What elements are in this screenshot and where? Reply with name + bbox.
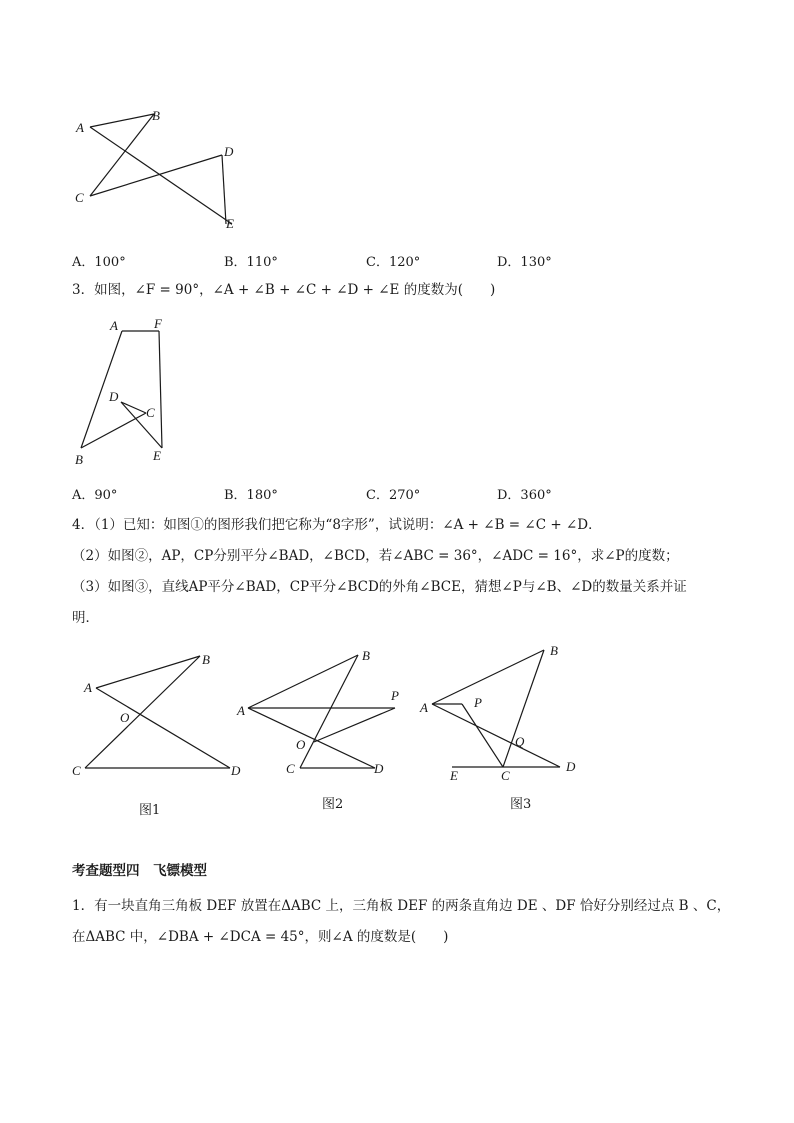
label-q: Q bbox=[515, 734, 525, 749]
label-c: C bbox=[286, 761, 295, 776]
label-a: A bbox=[420, 700, 428, 715]
figure-2 bbox=[230, 640, 410, 825]
label-d: D bbox=[109, 389, 119, 404]
label-p: P bbox=[391, 688, 399, 703]
label-p: P bbox=[474, 695, 482, 710]
label-b: B bbox=[202, 652, 210, 667]
figure-3 bbox=[410, 640, 600, 825]
label-c: C bbox=[501, 768, 510, 783]
question-4-part-2: （2）如图②，AP，CP分别平分∠BAD，∠BCD，若∠ABC = 36°，∠ADC = 16°，求∠P的度数； bbox=[72, 548, 679, 564]
question-4-part-3: （3）如图③，直线AP平分∠BAD，CP平分∠BCD的外角∠BCE，猜想∠P与∠B、∠D的数量关系并证 bbox=[72, 579, 687, 595]
label-o: O bbox=[120, 710, 130, 725]
label-b: B bbox=[550, 643, 558, 658]
figure-8-shape-top bbox=[60, 100, 260, 240]
question-4-part-3-cont: 明． bbox=[72, 610, 99, 626]
figure-q3 bbox=[60, 310, 180, 470]
option-d: D．360° bbox=[497, 488, 552, 503]
label-d: D bbox=[374, 761, 384, 776]
label-d: D bbox=[224, 144, 234, 159]
label-o: O bbox=[296, 737, 306, 752]
label-d: D bbox=[566, 759, 576, 774]
label-c: C bbox=[146, 405, 155, 420]
label-a: A bbox=[84, 680, 92, 695]
option-a: A．90° bbox=[72, 488, 118, 503]
option-a: A．100° bbox=[72, 255, 126, 270]
label-c: C bbox=[72, 763, 81, 778]
figure-1-caption: 图1 bbox=[139, 803, 161, 818]
section-title: 考查题型四 飞镖模型 bbox=[72, 863, 207, 879]
label-e: E bbox=[450, 768, 458, 783]
label-e: E bbox=[153, 448, 161, 463]
option-b: B．110° bbox=[224, 255, 278, 270]
label-c: C bbox=[75, 190, 84, 205]
option-c: C．120° bbox=[366, 255, 421, 270]
label-a: A bbox=[110, 318, 118, 333]
label-b: B bbox=[362, 648, 370, 663]
option-d: D．130° bbox=[497, 255, 552, 270]
question-4-part-1: 4．（1）已知：如图①的图形我们把它称为“8字形”，试说明：∠A + ∠B = ∠C + ∠D． bbox=[72, 517, 602, 533]
label-f: F bbox=[154, 316, 162, 331]
option-c: C．270° bbox=[366, 488, 421, 503]
label-b: B bbox=[75, 452, 83, 467]
question-3-stem: 3．如图，∠F = 90°，∠A + ∠B + ∠C + ∠D + ∠E 的度数为( ) bbox=[72, 282, 496, 298]
label-b: B bbox=[152, 108, 160, 123]
figure-3-caption: 图3 bbox=[510, 797, 532, 812]
label-e: E bbox=[226, 216, 234, 231]
section-question-1: 1．有一块直角三角板 DEF 放置在ΔABC 上，三角板 DEF 的两条直角边 DE 、DF 恰好分别经过点 B 、C， bbox=[72, 898, 731, 914]
label-d: D bbox=[231, 763, 241, 778]
figure-2-caption: 图2 bbox=[322, 797, 344, 812]
option-b: B．180° bbox=[224, 488, 278, 503]
label-a: A bbox=[237, 703, 245, 718]
label-a: A bbox=[76, 120, 84, 135]
section-question-1-cont: 在ΔABC 中，∠DBA + ∠DCA = 45°，则∠A 的度数是( ) bbox=[72, 929, 449, 945]
